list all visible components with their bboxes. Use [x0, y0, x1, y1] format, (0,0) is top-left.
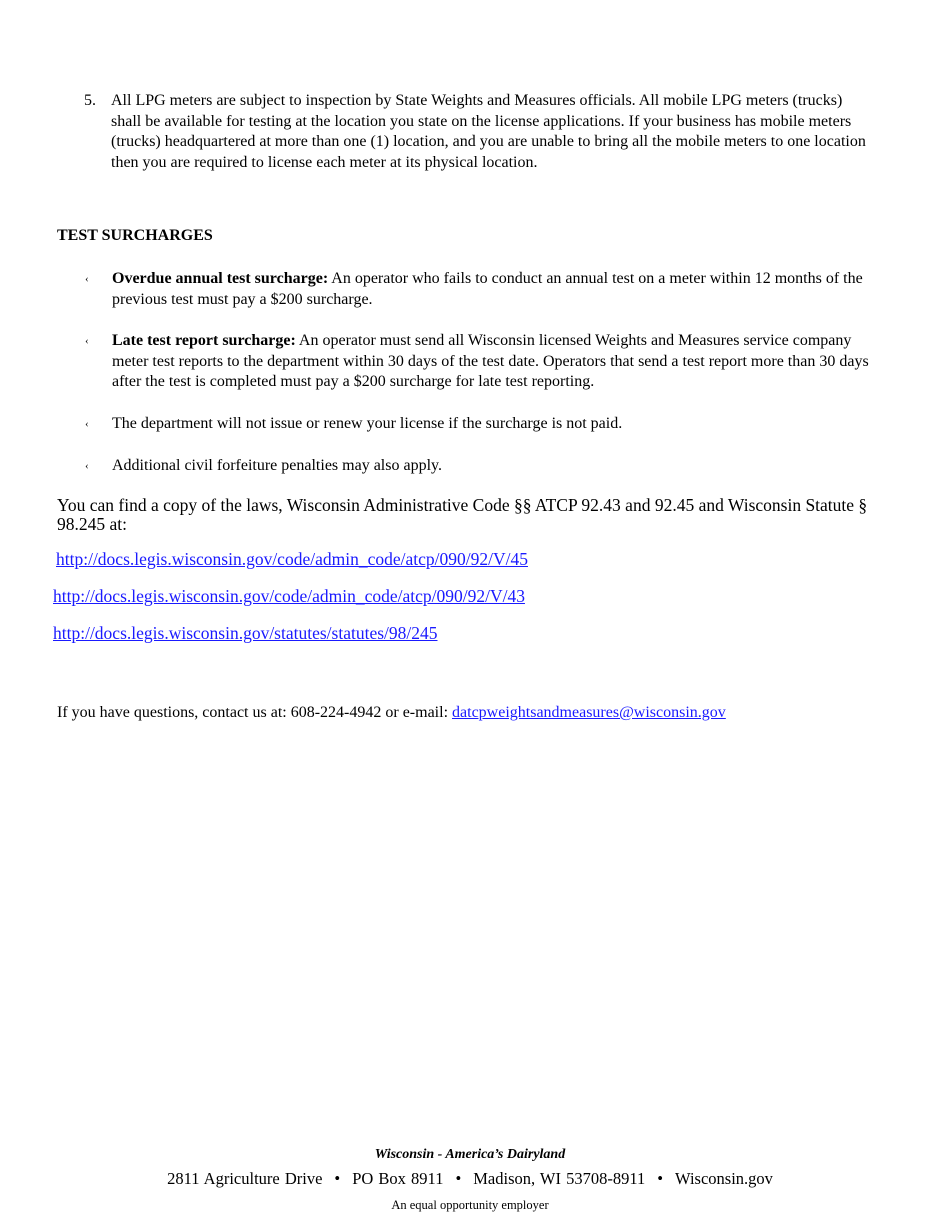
footer-separator: •: [334, 1169, 341, 1188]
footer-street: 2811 Agriculture Drive: [167, 1169, 323, 1188]
bullet-label: Late test report surcharge:: [112, 332, 296, 349]
footer-eeo: An equal opportunity employer: [391, 1198, 549, 1212]
bullet-license-not-issued: [85, 414, 885, 435]
section-heading-test-surcharges: TEST SURCHARGES: [57, 227, 213, 244]
bullet-label: Overdue annual test surcharge:: [112, 270, 329, 287]
bullet-text: The department will not issue or renew your license if the surcharge is not paid.: [112, 415, 623, 432]
footer-separator: •: [657, 1169, 664, 1188]
footer-website: Wisconsin.gov: [675, 1169, 773, 1188]
list-number: 5.: [84, 92, 96, 109]
bullet-marker: ‹: [85, 273, 89, 285]
bullet-text: An operator who fails to conduct an annual test on a meter within 12 months of the previous test must pay a $200 surcharge.: [112, 270, 863, 308]
link-statute-98-245[interactable]: http://docs.legis.wisconsin.gov/statutes/statutes/98/245: [53, 623, 438, 643]
bullet-marker: ‹: [85, 418, 89, 430]
laws-intro-paragraph: You can find a copy of the laws, Wisconsin Administrative Code §§ ATCP 92.43 and 92.45 and Wisconsin Statute § 98.245 at:: [57, 495, 868, 534]
link-atcp-92-45[interactable]: http://docs.legis.wisconsin.gov/code/admin_code/atcp/090/92/V/45: [56, 549, 528, 569]
bullet-marker: ‹: [85, 460, 89, 472]
footer-tagline: Wisconsin - America’s Dairyland: [374, 1147, 566, 1162]
bullet-civil-forfeiture: [85, 456, 885, 477]
footer-separator: •: [455, 1169, 462, 1188]
bullet-text: Additional civil forfeiture penalties may also apply.: [112, 457, 442, 474]
bullet-late-report-surcharge: [85, 331, 885, 393]
email-link[interactable]: datcpweightsandmeasures@wisconsin.gov: [452, 704, 726, 721]
list-item-5: [84, 91, 874, 173]
footer-po-box: PO Box 8911: [352, 1169, 444, 1188]
link-atcp-92-43[interactable]: http://docs.legis.wisconsin.gov/code/admin_code/atcp/090/92/V/43: [53, 586, 525, 606]
footer-city: Madison, WI 53708-8911: [473, 1169, 646, 1188]
contact-text: If you have questions, contact us at: 608-224-4942 or e-mail:: [57, 704, 453, 721]
bullet-marker: ‹: [85, 335, 89, 347]
bullet-overdue-surcharge: [85, 269, 885, 310]
list-item-text: All LPG meters are subject to inspection by State Weights and Measures officials. All mobile LPG meters (trucks) shall be available for testing at the location you state on the license applications. If your business has mobile meters (trucks) headquartered at more than one (1) location, and you are unable to bring all the mobile meters to one location then you are required to license each meter at its physical location.: [111, 92, 866, 171]
bullet-text: An operator must send all Wisconsin licensed Weights and Measures service company meter test reports to the department within 30 days of the test date. Operators that send a test report more than 30 days after the test is completed must pay a $200 surcharge for late test reporting.: [112, 332, 869, 390]
footer-address: [0, 1169, 940, 1190]
contact-line: [57, 703, 726, 724]
